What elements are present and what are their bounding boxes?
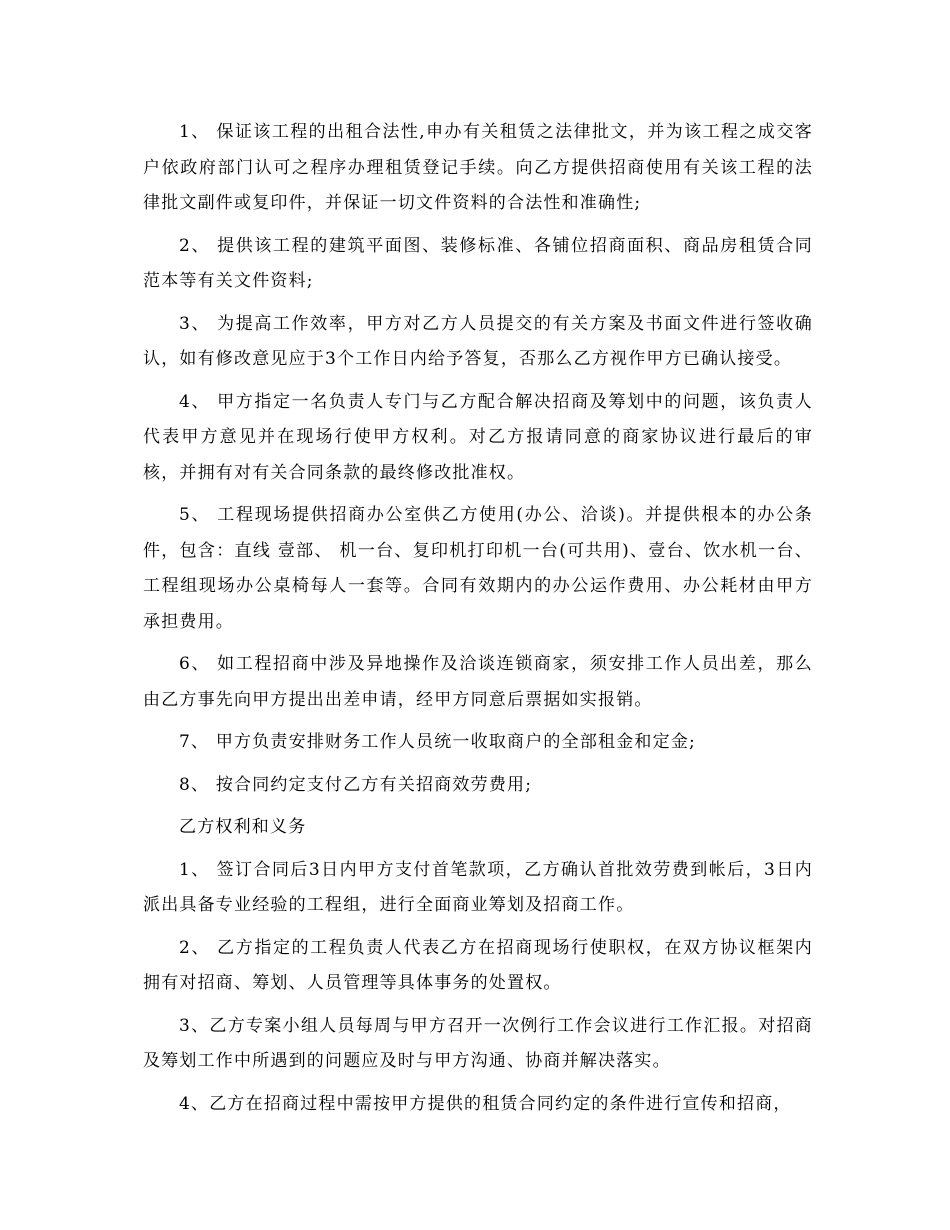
document-body [143, 115, 813, 1129]
clause-party-a-5: 5、 工程现场提供招商办公室供乙方使用(办公、洽谈)。并提供根本的办公条件，包含：直线 壹部、 机一台、复印机打印机一台(可共用)、壹台、饮水机一台、工程组现场办公桌椅每人一套等。合同有效期内的办公运作费用、办公耗材由甲方承担费用。 [143, 505, 813, 632]
clause-party-b-2: 2、 乙方指定的工程负责人代表乙方在招商现场行使职权，在双方协议框架内拥有对招商、筹划、人员管理等具体事务的处置权。 [143, 937, 813, 993]
clause-party-b-4: 4、乙方在招商过程中需按甲方提供的租赁合同约定的条件进行宣传和招商， [179, 1093, 792, 1114]
clause-party-a-6: 6、 如工程招商中涉及异地操作及洽谈连锁商家，须安排工作人员出差，那么由乙方事先向甲方提出出差申请，经甲方同意后票据如实报销。 [143, 654, 813, 710]
clause-party-a-8: 8、 按合同约定支付乙方有关招商效劳费用; [179, 774, 533, 795]
clause-party-b-1: 1、 签订合同后3日内甲方支付首笔款项，乙方确认首批效劳费到帐后，3日内派出具备专业经验的工程组，进行全面商业筹划及招商工作。 [143, 859, 813, 915]
clause-party-b-3: 3、乙方专案小组人员每周与甲方召开一次例行工作会议进行工作汇报。对招商及筹划工作中所遇到的问题应及时与甲方沟通、协商并解决落实。 [143, 1015, 813, 1071]
clause-party-a-4: 4、 甲方指定一名负责人专门与乙方配合解决招商及筹划中的问题，该负责人代表甲方意见并在现场行使甲方权利。对乙方报请同意的商家协议进行最后的审核，并拥有对有关合同条款的最终修改批准权。 [143, 391, 813, 483]
clause-party-a-7: 7、 甲方负责安排财务工作人员统一收取商户的全部租金和定金; [179, 732, 696, 752]
clause-party-a-1: 1、 保证该工程的出租合法性,申办有关租赁之法律批文，并为该工程之成交客户依政府部门认可之程序办理租赁登记手续。向乙方提供招商使用有关该工程的法律批文副件或复印件，并保证一切文件资料的合法性和准确性; [143, 122, 813, 213]
section-heading-party-b: 乙方权利和义务 [179, 817, 307, 837]
clause-party-a-3: 3、 为提高工作效率，甲方对乙方人员提交的有关方案及书面文件进行签收确认，如有修改意见应于3个工作日内给予答复，否那么乙方视作甲方已确认接受。 [143, 313, 813, 369]
clause-party-a-2: 2、 提供该工程的建筑平面图、装修标准、各铺位招商面积、商品房租赁合同范本等有关文件资料; [143, 235, 813, 291]
